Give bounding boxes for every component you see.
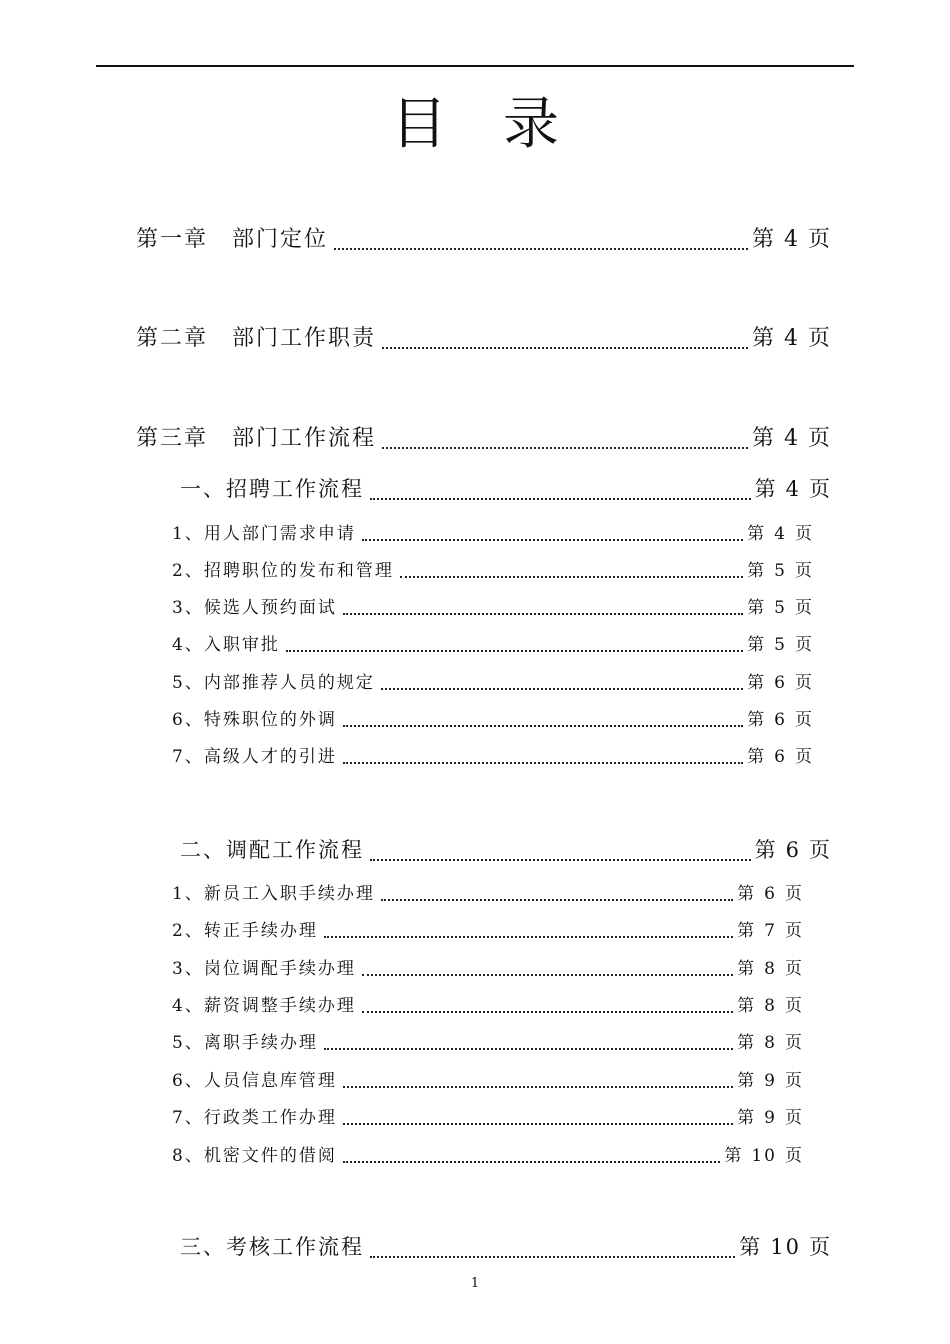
dot-leader: [370, 859, 751, 861]
toc-entry-label: 第三章 部门工作流程: [136, 426, 377, 451]
toc-entry[interactable]: [172, 1141, 804, 1166]
dot-leader: [370, 1256, 735, 1258]
toc-entry-label: 6、特殊职位的外调: [172, 710, 337, 730]
header-rule: [96, 65, 854, 67]
dot-leader: [400, 576, 743, 578]
toc-entry-label: 5、离职手续办理: [172, 1033, 318, 1053]
toc-entry-label: 6、人员信息库管理: [172, 1071, 337, 1091]
toc-entry-page: [737, 991, 804, 1016]
toc-entry-page: [747, 593, 814, 618]
toc-entry-page: [752, 222, 832, 253]
toc-entry[interactable]: [172, 879, 804, 904]
page-suffix: 页: [807, 227, 832, 252]
toc-entry-page: [737, 954, 804, 979]
page-number-value: 4: [783, 426, 800, 451]
page-prefix: 第: [751, 426, 776, 451]
dot-leader: [370, 498, 751, 500]
toc-entry-label: 二、调配工作流程: [180, 838, 364, 862]
toc-entry[interactable]: [136, 222, 832, 253]
page-prefix: 第: [737, 1033, 757, 1053]
toc-entry[interactable]: [172, 519, 814, 544]
dot-leader: [362, 974, 733, 976]
page-suffix: 页: [809, 838, 832, 862]
toc-entry[interactable]: [180, 834, 832, 864]
page-number-value: 6: [785, 838, 801, 862]
toc-entry-label: 第一章 部门定位: [136, 227, 329, 252]
toc-entry-page: [747, 556, 814, 581]
page-suffix: 页: [795, 673, 814, 693]
page-suffix: 页: [785, 959, 804, 979]
page-prefix: 第: [737, 1071, 757, 1091]
page-suffix: 页: [785, 1033, 804, 1053]
page-number-value: 6: [774, 710, 787, 730]
page-suffix: 页: [785, 1108, 804, 1128]
page-suffix: 页: [785, 996, 804, 1016]
toc-entry[interactable]: [172, 556, 814, 581]
page-suffix: 页: [785, 1146, 804, 1166]
toc-entry[interactable]: [172, 705, 814, 730]
toc-entry-page: [755, 473, 832, 503]
toc-entry-label: 3、岗位调配手续办理: [172, 959, 356, 979]
page-suffix: 页: [785, 1071, 804, 1091]
page-number-value: 8: [764, 959, 777, 979]
page-number-value: 5: [774, 598, 787, 618]
toc-entry-page: [747, 742, 814, 767]
toc-title: 目录: [391, 92, 615, 157]
page-prefix: 第: [747, 710, 767, 730]
page-number-value: 8: [764, 1033, 777, 1053]
dot-leader: [343, 762, 743, 764]
toc-entry-page: [737, 1028, 804, 1053]
page-suffix: 页: [795, 524, 814, 544]
toc-entry-label: 4、薪资调整手续办理: [172, 996, 356, 1016]
page-prefix: 第: [751, 326, 776, 351]
page-suffix: 页: [785, 921, 804, 941]
toc-entry[interactable]: [172, 742, 814, 767]
toc-entry-label: 1、用人部门需求申请: [172, 524, 356, 544]
page-suffix: 页: [809, 1235, 832, 1259]
page-suffix: 页: [807, 426, 832, 451]
toc-entry-page: [747, 668, 814, 693]
toc-entry-page: [747, 630, 814, 655]
toc-entry-label: 一、招聘工作流程: [180, 477, 364, 501]
page-number-value: 7: [764, 921, 777, 941]
page-number-value: 4: [783, 326, 800, 351]
page-prefix: 第: [737, 959, 757, 979]
page-prefix: 第: [747, 635, 767, 655]
dot-leader: [286, 650, 743, 652]
page-prefix: 第: [754, 477, 778, 501]
page-prefix: 第: [747, 747, 767, 767]
toc-entry-page: [737, 879, 804, 904]
toc-entry-page: [755, 834, 832, 864]
page-number-value: 9: [764, 1108, 777, 1128]
toc-entry[interactable]: [172, 1066, 804, 1091]
page-suffix: 页: [795, 635, 814, 655]
toc-entry[interactable]: [172, 668, 814, 693]
toc-entry[interactable]: [180, 473, 832, 503]
page-number-value: 4: [785, 477, 801, 501]
page-prefix: 第: [747, 524, 767, 544]
page-prefix: 第: [737, 921, 757, 941]
page-number-value: 6: [764, 884, 777, 904]
toc-entry[interactable]: [172, 916, 804, 941]
page-number-value: 6: [774, 747, 787, 767]
page-number-value: 5: [774, 635, 787, 655]
page-prefix: 第: [737, 884, 757, 904]
dot-leader: [362, 539, 743, 541]
toc-entry[interactable]: [172, 1103, 804, 1128]
toc-entry-label: 2、招聘职位的发布和管理: [172, 561, 394, 581]
toc-entry-label: 7、高级人才的引进: [172, 747, 337, 767]
page-number-value: 4: [783, 227, 800, 252]
toc-entry-label: 4、入职审批: [172, 635, 280, 655]
page-prefix: 第: [754, 838, 778, 862]
dot-leader: [381, 688, 743, 690]
toc-entry-label: 第二章 部门工作职责: [136, 326, 377, 351]
page-number-value: 10: [751, 1146, 777, 1166]
page-number-value: 10: [770, 1235, 801, 1259]
toc-entry-label: 2、转正手续办理: [172, 921, 318, 941]
toc-entry[interactable]: [172, 991, 804, 1016]
page-suffix: 页: [807, 326, 832, 351]
toc-entry-label: 7、行政类工作办理: [172, 1108, 337, 1128]
toc-entry[interactable]: [172, 1028, 804, 1053]
page-prefix: 第: [739, 1235, 763, 1259]
toc-entry[interactable]: [172, 593, 814, 618]
toc-entry-page: [747, 519, 814, 544]
page-suffix: 页: [809, 477, 832, 501]
dot-leader: [382, 447, 748, 449]
dot-leader: [324, 1048, 733, 1050]
page-suffix: 页: [785, 884, 804, 904]
page-number-value: 6: [774, 673, 787, 693]
page-number-value: 8: [764, 996, 777, 1016]
page-prefix: 第: [737, 1108, 757, 1128]
page-number-value: 4: [774, 524, 787, 544]
page-suffix: 页: [795, 747, 814, 767]
toc-entry-page: [752, 421, 832, 452]
dot-leader: [362, 1011, 733, 1013]
toc-entry-label: 1、新员工入职手续办理: [172, 884, 375, 904]
toc-entry-page: [747, 705, 814, 730]
page-prefix: 第: [747, 598, 767, 618]
dot-leader: [381, 899, 733, 901]
page-suffix: 页: [795, 710, 814, 730]
dot-leader: [343, 1123, 733, 1125]
toc-entry-label: 5、内部推荐人员的规定: [172, 673, 375, 693]
toc-entry-page: [737, 1066, 804, 1091]
toc-entry[interactable]: [180, 1231, 832, 1261]
page-number: 1: [470, 1276, 480, 1291]
toc-entry-page: [724, 1141, 804, 1166]
page-prefix: 第: [751, 227, 776, 252]
toc-entry[interactable]: [172, 630, 814, 655]
dot-leader: [334, 248, 748, 250]
toc-entry-page: [737, 1103, 804, 1128]
toc-entry-label: 8、机密文件的借阅: [172, 1146, 337, 1166]
toc-entry-page: [752, 321, 832, 352]
toc-entry-label: 3、候选人预约面试: [172, 598, 337, 618]
page-suffix: 页: [795, 598, 814, 618]
toc-entry[interactable]: [172, 954, 804, 979]
page-prefix: 第: [747, 561, 767, 581]
toc-entry-page: [739, 1231, 832, 1261]
toc-entry-page: [737, 916, 804, 941]
dot-leader: [382, 347, 748, 349]
dot-leader: [324, 936, 733, 938]
toc-entry[interactable]: [136, 321, 832, 352]
page-prefix: 第: [747, 673, 767, 693]
dot-leader: [343, 613, 743, 615]
dot-leader: [343, 1161, 721, 1163]
toc-entry[interactable]: [136, 421, 832, 452]
page-suffix: 页: [795, 561, 814, 581]
page-number-value: 5: [774, 561, 787, 581]
page-number-value: 9: [764, 1071, 777, 1091]
dot-leader: [343, 725, 743, 727]
dot-leader: [343, 1086, 733, 1088]
page-prefix: 第: [724, 1146, 744, 1166]
toc-entry-label: 三、考核工作流程: [180, 1235, 364, 1259]
page-prefix: 第: [737, 996, 757, 1016]
